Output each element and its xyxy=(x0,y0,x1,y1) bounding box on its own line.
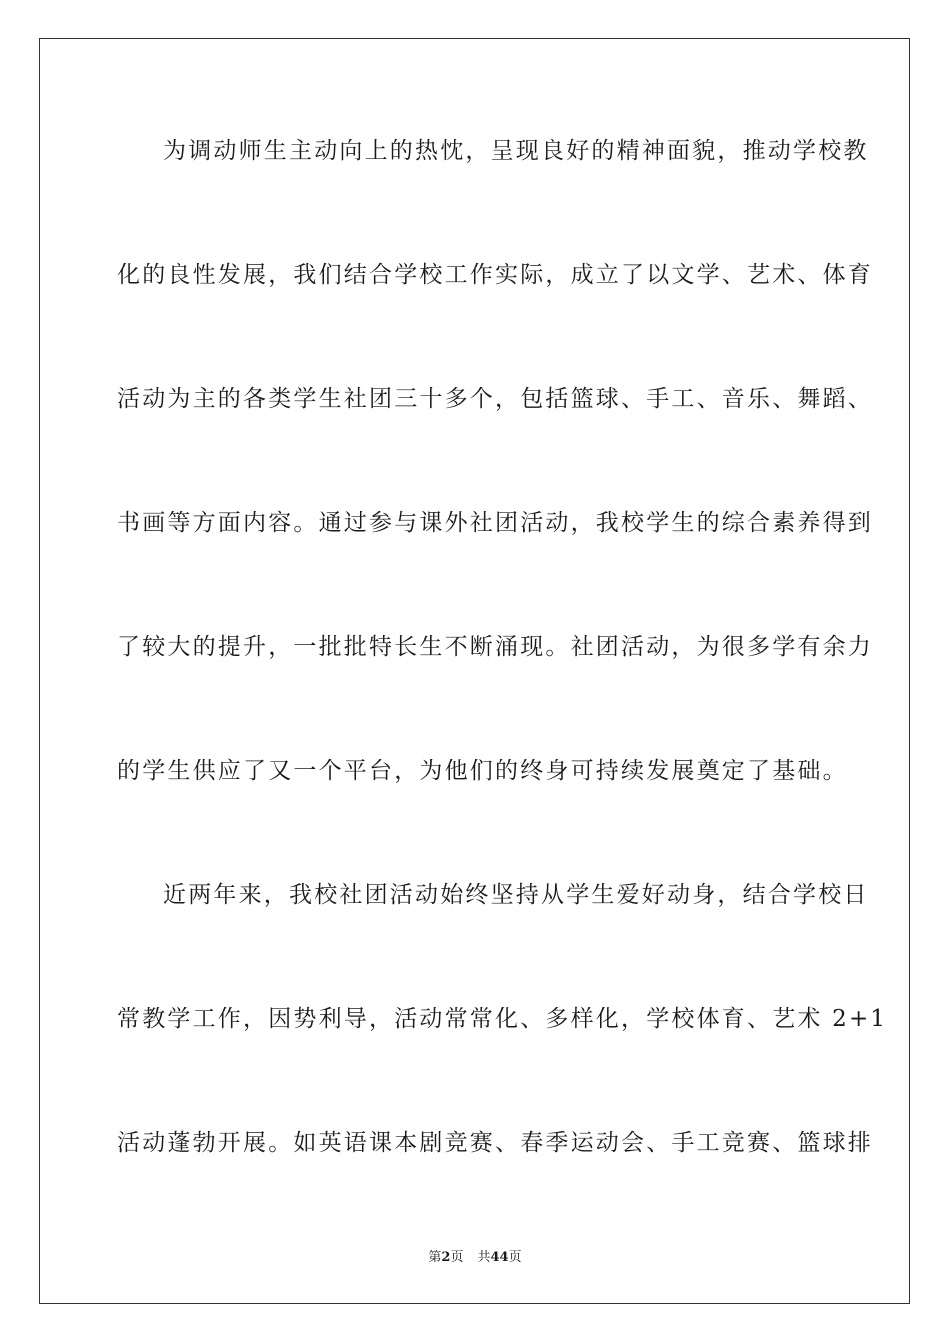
text-line: 近两年来，我校社团活动始终坚持从学生爱好动身，结合学校日 xyxy=(163,882,869,908)
footer-total-prefix: 共 xyxy=(477,1250,491,1265)
text-line: 活动蓬勃开展。如英语课本剧竞赛、春季运动会、手工竞赛、篮球排 xyxy=(117,1130,873,1156)
footer-page-prefix: 第 xyxy=(428,1250,442,1265)
text-line: 化的良性发展，我们结合学校工作实际，成立了以文学、艺术、体育 xyxy=(117,262,873,288)
text-line: 为调动师生主动向上的热忱，呈现良好的精神面貌，推动学校教 xyxy=(163,138,869,164)
text-line: 了较大的提升，一批批特长生不断涌现。社团活动，为很多学有余力 xyxy=(117,634,873,660)
text-line: 的学生供应了又一个平台，为他们的终身可持续发展奠定了基础。 xyxy=(117,758,848,784)
current-page-number: 2 xyxy=(441,1250,451,1265)
footer-total-suffix: 页 xyxy=(508,1250,522,1265)
page-border xyxy=(39,38,910,1304)
page-footer xyxy=(0,1246,950,1265)
total-pages-number: 44 xyxy=(490,1250,509,1265)
text-line: 活动为主的各类学生社团三十多个，包括篮球、手工、音乐、舞蹈、 xyxy=(117,386,873,412)
text-line: 常教学工作，因势利导，活动常常化、多样化，学校体育、艺术 2+1 xyxy=(117,1006,888,1032)
footer-page-suffix: 页 xyxy=(450,1250,464,1265)
text-line: 书画等方面内容。通过参与课外社团活动，我校学生的综合素养得到 xyxy=(117,510,873,536)
